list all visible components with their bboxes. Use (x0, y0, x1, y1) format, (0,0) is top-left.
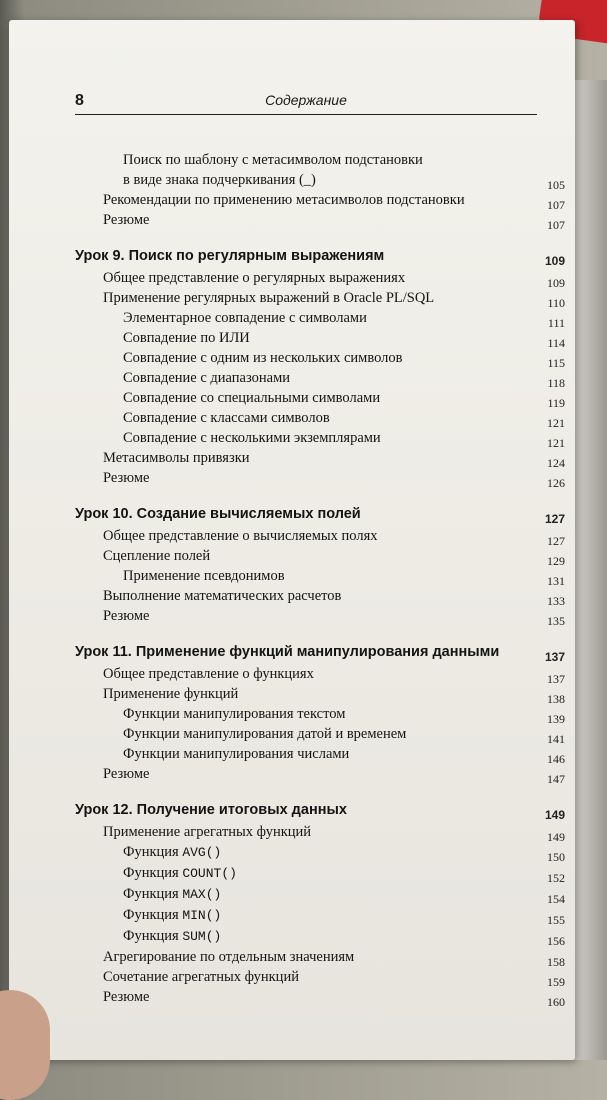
toc-entry (75, 468, 565, 488)
thumb (0, 990, 50, 1100)
chapter-heading-12 (75, 800, 565, 820)
toc-page-number: 109 (547, 276, 565, 290)
toc-entry (75, 566, 565, 586)
toc-entry-label: Совпадение с несколькими экземплярами (123, 430, 381, 446)
toc-entry (75, 842, 565, 863)
toc-page-number: 138 (547, 692, 565, 706)
toc-entry-label: Функции манипулирования датой и временем (123, 726, 407, 742)
toc-page-number: 127 (544, 512, 565, 526)
toc-entry-label: Функция (123, 865, 179, 881)
function-code: AVG() (182, 845, 222, 860)
chapter-heading-10 (75, 504, 565, 524)
chapter-title: Урок 11. Применение функций манипулирования данными (75, 644, 500, 660)
toc-entry-label: Резюме (103, 212, 150, 228)
toc-page-number: 160 (547, 995, 565, 1009)
toc-entry (75, 926, 565, 947)
running-title: Содержание (265, 92, 347, 108)
toc-entry-label: Элементарное совпадение с символами (123, 310, 367, 326)
toc-page-number: 119 (547, 396, 565, 410)
toc-entry (75, 586, 565, 606)
toc-entry (75, 704, 565, 724)
toc-page-number: 105 (547, 178, 565, 192)
toc-entry (75, 448, 565, 468)
toc-entry-label: Общее представление о функциях (103, 666, 314, 682)
toc-page-number: 150 (547, 850, 565, 864)
toc-page-number: 141 (547, 732, 565, 746)
toc-entry (75, 348, 565, 368)
chapter-heading-9 (75, 246, 565, 266)
toc-entry-label: Применение агрегатных функций (103, 824, 312, 840)
toc-entry (75, 526, 565, 546)
chapter-title: Урок 12. Получение итоговых данных (75, 802, 347, 818)
function-code: MAX() (182, 887, 222, 902)
toc-page-number: 155 (547, 913, 565, 927)
toc-entry-label: Общее представление о регулярных выражениях (103, 270, 406, 286)
toc-page-number: 126 (547, 476, 565, 490)
toc-page-number: 109 (544, 254, 565, 268)
toc-page-number: 137 (547, 672, 565, 686)
toc-entry (75, 328, 565, 348)
toc-entry (75, 764, 565, 784)
toc-entry-label: Совпадение с классами символов (123, 410, 330, 426)
toc-entry (75, 967, 565, 987)
toc-entry-label: Функция (123, 886, 179, 902)
toc-entry-label: Рекомендации по применению метасимволов подстановки (103, 192, 465, 208)
toc-entry (75, 606, 565, 626)
toc-entry-label: Выполнение математических расчетов (103, 588, 342, 604)
toc-page-number: 121 (547, 416, 565, 430)
toc-entry (75, 546, 565, 566)
toc-page-number: 110 (547, 296, 565, 310)
function-code: COUNT() (182, 866, 237, 881)
toc-page-number: 114 (547, 336, 565, 350)
toc-page-number: 129 (547, 554, 565, 568)
toc-entry-label: Совпадение с одним из нескольких символов (123, 350, 403, 366)
toc-entry-label: Метасимволы привязки (103, 450, 250, 466)
toc-entry (75, 905, 565, 926)
toc-entry-label: Резюме (103, 766, 150, 782)
function-code: MIN() (182, 908, 222, 923)
toc-entry-label: Совпадение с диапазонами (123, 370, 291, 386)
toc-entry (75, 268, 565, 288)
toc-page-number: 135 (547, 614, 565, 628)
toc-entry-label: Совпадение со специальными символами (123, 390, 381, 406)
toc-entry (75, 190, 565, 210)
toc-entry (75, 863, 565, 884)
toc-page-number: 156 (547, 934, 565, 948)
toc-entry (75, 947, 565, 967)
toc-entry-label: в виде знака подчеркивания (_) (123, 172, 316, 188)
chapter-title: Урок 10. Создание вычисляемых полей (75, 506, 361, 522)
toc-page-number: 149 (547, 830, 565, 844)
toc-entry-label: Общее представление о вычисляемых полях (103, 528, 378, 544)
toc-page-number: 121 (547, 436, 565, 450)
toc-page-number: 139 (547, 712, 565, 726)
toc-entry (75, 388, 565, 408)
toc-page-number: 127 (547, 534, 565, 548)
toc-entry-label: Сцепление полей (103, 548, 211, 564)
toc-entry (75, 428, 565, 448)
toc-entry-label: Функция (123, 928, 179, 944)
toc-page-number: 149 (544, 808, 565, 822)
toc-entry (75, 664, 565, 684)
toc-entry (75, 288, 565, 308)
toc-entry (75, 684, 565, 704)
page-number: 8 (75, 92, 84, 109)
toc-entry (75, 408, 565, 428)
toc-entry (75, 210, 565, 230)
toc-entry (75, 987, 565, 1007)
toc-page-number: 115 (547, 356, 565, 370)
toc-entry-label: Применение функций (103, 686, 239, 702)
toc-page-number: 154 (547, 892, 565, 906)
toc-page-number: 159 (547, 975, 565, 989)
toc-entry (75, 308, 565, 328)
toc-page-number: 111 (547, 316, 565, 330)
toc-entry-label: Функция (123, 844, 179, 860)
book-spine (572, 80, 607, 1060)
toc-entry-label: Применение регулярных выражений в Oracle PL/SQL (103, 290, 435, 306)
toc-entry (75, 368, 565, 388)
toc-entry-label: Сочетание агрегатных функций (103, 969, 299, 985)
toc-entry-wildcard-line2 (75, 170, 565, 190)
chapter-title: Урок 9. Поиск по регулярным выражениям (75, 248, 385, 264)
running-header (75, 92, 537, 115)
toc-page-number: 158 (547, 955, 565, 969)
toc-page-number: 107 (547, 198, 565, 212)
toc-entry (75, 744, 565, 764)
toc-entry-label: Совпадение по ИЛИ (123, 330, 250, 346)
toc-page-number: 124 (547, 456, 565, 470)
toc-entry-label: Функции манипулирования текстом (123, 706, 346, 722)
toc-page-number: 107 (547, 218, 565, 232)
toc-entry-label: Резюме (103, 608, 150, 624)
toc-entry-label: Агрегирование по отдельным значениям (103, 949, 355, 965)
toc-entry-label: Резюме (103, 470, 150, 486)
toc-entry-label: Резюме (103, 989, 150, 1005)
toc-page-number: 133 (547, 594, 565, 608)
toc-entry-label: Функция (123, 907, 179, 923)
toc-entry (75, 822, 565, 842)
chapter-heading-11 (75, 642, 565, 662)
toc-entry-wildcard-line1 (75, 150, 565, 170)
toc-entry-label: Поиск по шаблону с метасимволом подстановки (123, 152, 423, 168)
toc-entry (75, 884, 565, 905)
toc-page-number: 118 (547, 376, 565, 390)
toc-page-number: 152 (547, 871, 565, 885)
toc-page-number: 131 (547, 574, 565, 588)
table-of-contents (75, 150, 565, 1007)
toc-page-number: 146 (547, 752, 565, 766)
toc-entry-label: Функции манипулирования числами (123, 746, 350, 762)
toc-entry (75, 724, 565, 744)
toc-page-number: 137 (544, 650, 565, 664)
toc-entry-label: Применение псевдонимов (123, 568, 285, 584)
toc-page-number: 147 (547, 772, 565, 786)
function-code: SUM() (182, 929, 222, 944)
